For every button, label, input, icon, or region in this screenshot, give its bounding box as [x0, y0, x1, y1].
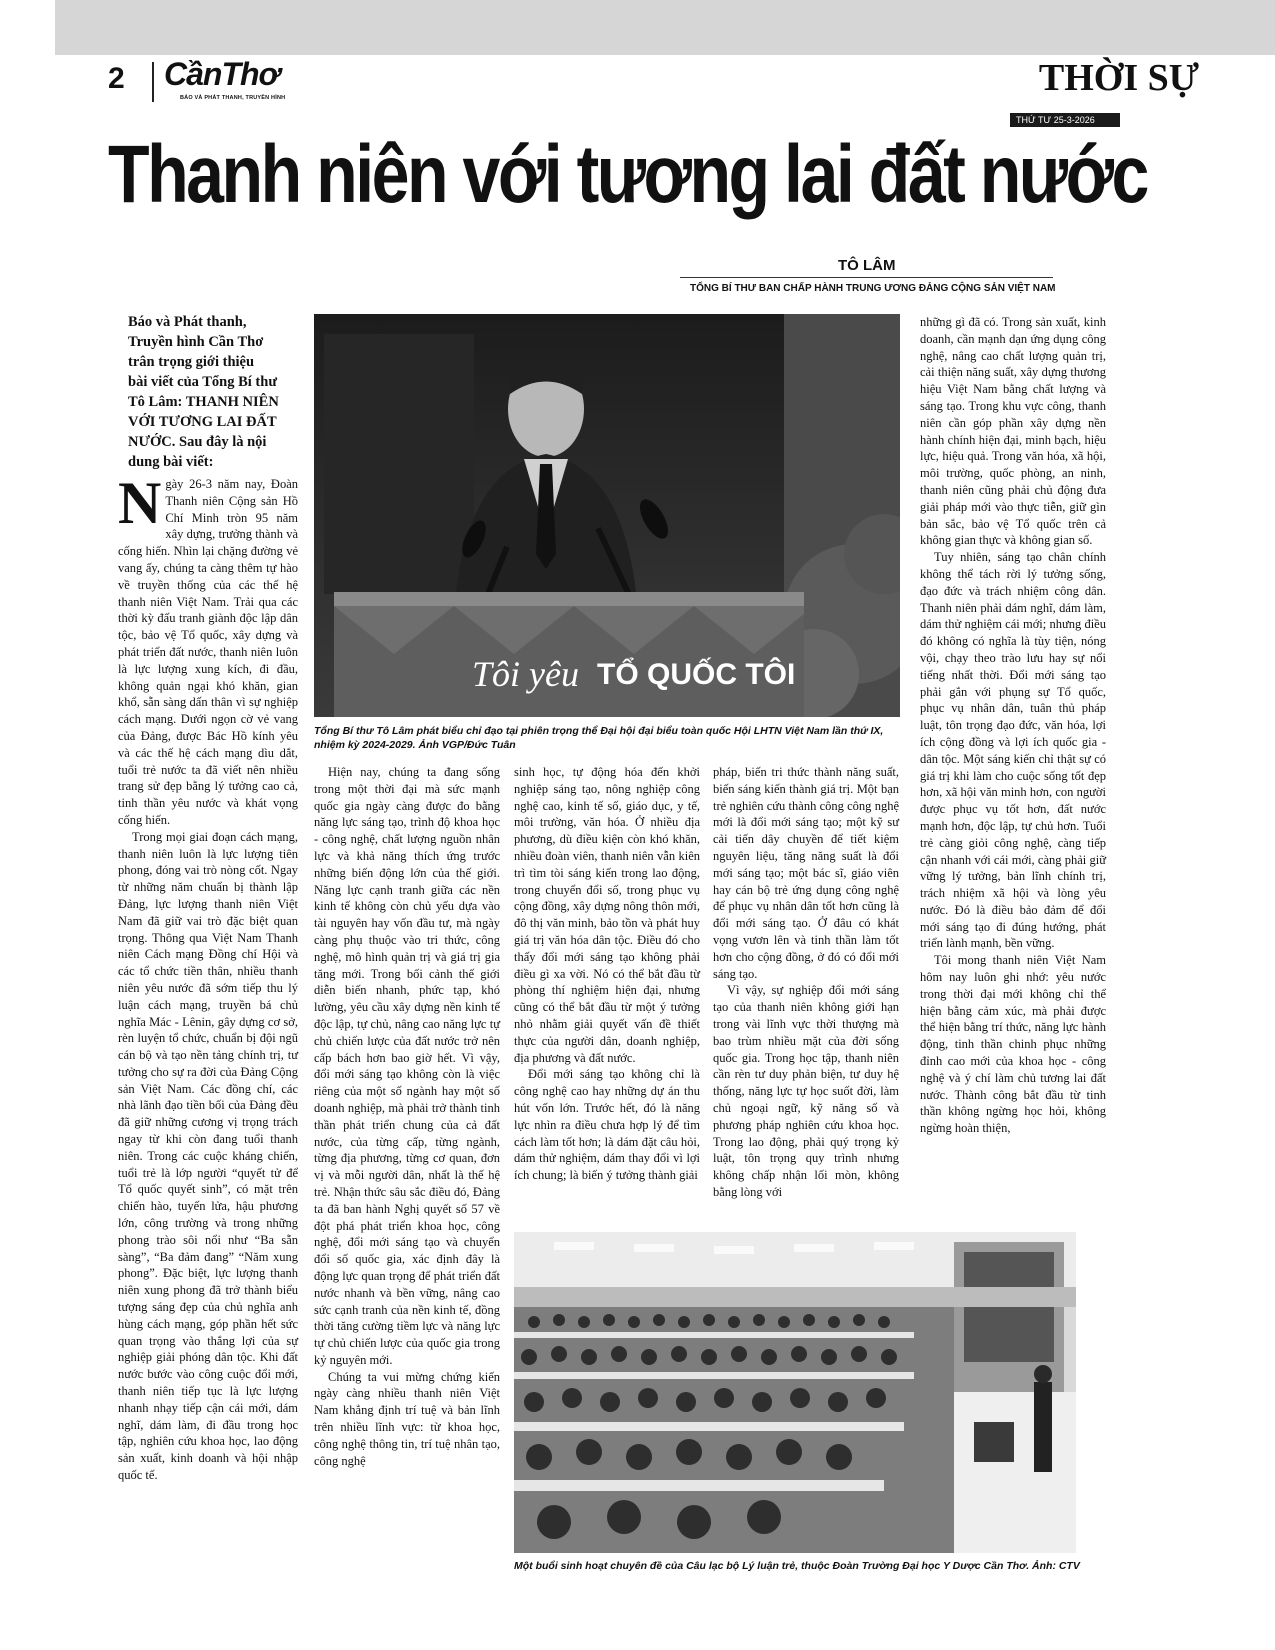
- column-3: [514, 764, 700, 1184]
- section-title: THỜI SỰ: [1038, 57, 1199, 99]
- intro-line: bài viết của Tổng Bí thư: [128, 374, 278, 390]
- article-paragraph: Trong mọi giai đoạn cách mạng, thanh niên luôn là lực lượng tiên phong, đóng vai trò nòng cốt. Ngay từ những năm chuẩn bị thành lập Đảng, lực lượng thanh niên Việt Nam đã giữ vai trò đặc biệt quan trọng. Thông qua Việt Nam Thanh niên Cách mạng Đồng chí Hội và các tổ chức tiền thân, nhiều thanh niên yêu nước đã sớm tiếp thu lý luận cách mạng, truyền bá chủ nghĩa Mác - Lênin, gây dựng cơ sở, rèn luyện tổ chức, chuẩn bị đội ngũ cán bộ và tạo nền tảng chính trị, tư tưởng cho sự ra đời của Đảng Cộng sản Việt Nam. Các đồng chí, các nhà lãnh đạo tiền bối của Đảng đều đã giữ những cương vị trọng trách ngay từ khi còn đang tuổi thanh niên. Trong các cuộc kháng chiến, tuổi trẻ là lớp người “quyết tử để Tổ quốc quyết sinh”, có mặt trên chiến hào, tuyến lửa, hậu phương lớn, công trường và trong những phong trào sôi nổi như “Ba sẵn sàng”, “Ba đảm đang” “Năm xung phong”. Đặc biệt, lực lượng thanh niên xung phong đã trở thành biểu tượng sáng đẹp của chủ nghĩa anh hùng cách mạng, góp phần hết sức quan trọng vào thắng lợi của sự nghiệp giải phóng dân tộc. Khi đất nước bước vào công cuộc đổi mới, thanh niên tiếp tục là lực lượng nhanh nhạy tiếp cận cái mới, dám nghĩ, dám làm, đi đầu trong học tập, nghiên cứu khoa học, lao động sản xuất, kinh doanh và hội nhập quốc tế.: [118, 829, 298, 1483]
- article-paragraph: Tôi mong thanh niên Việt Nam hôm nay luôn ghi nhớ: yêu nước trong thời đại mới không chỉ thể hiện bằng cảm xúc, mà phải được thể hiện bằng trí thức, năng lực hành động, tinh thần chinh phục những đỉnh cao mới của khoa học - công nghệ và ý chí làm chủ tương lai đất nước. Thành công bắt đầu từ tinh thần không ngừng học hỏi, không ngừng hoàn thiện,: [920, 953, 1106, 1136]
- author-rule: [680, 277, 1053, 278]
- article-paragraph: pháp, biến tri thức thành năng suất, biến sáng kiến thành giá trị. Một bạn trẻ nghiên cứu thành công công nghệ mới là đổi mới sáng tạo; một kỹ sư cải tiến dây chuyền để tiết kiệm nguyên liệu, tăng năng suất là đổi mới sáng tạo; một bác sĩ, giáo viên hay cán bộ trẻ ứng dụng công nghệ để phục vụ nhân dân tốt hơn cũng là đổi mới sáng tạo. Ở đâu có khát vọng vươn lên và tinh thần làm tốt hơn cho cộng đồng, ở đó có đổi mới sáng tạo.: [713, 765, 899, 981]
- drop-cap: N: [118, 470, 162, 536]
- intro-line: NƯỚC. Sau đây là nội: [128, 434, 267, 450]
- column-1: [118, 470, 298, 1484]
- intro-line: Tô Lâm: THANH NIÊN: [128, 394, 279, 410]
- photo2-caption: Một buổi sinh hoạt chuyên đề của Câu lạc bộ Lý luận trẻ, thuộc Đoàn Trường Đại học Y Dược Cần Thơ. Ảnh: CTV: [514, 1560, 1080, 1572]
- newspaper-logo-subtitle: BÁO VÀ PHÁT THANH, TRUYỀN HÌNH: [180, 95, 286, 101]
- article-paragraph: những gì đã có. Trong sản xuất, kinh doanh, cần mạnh dạn ứng dụng công nghệ, nâng cao chất lượng quản trị, cải thiện năng suất, xây dựng thương hiệu Việt Nam bằng chất lượng và sáng tạo. Trong khu vực công, thanh niên cần góp phần xây dựng nền hành chính hiện đại, minh bạch, hiệu lực, hiệu quả. Trong văn hóa, xã hội, môi trường, quốc phòng, an ninh, thanh niên cũng phải chủ động đưa giải pháp mới vào thực tiễn, giữ gìn bản sắc, bảo vệ Tổ quốc trên cả không gian thực và không gian số.: [920, 315, 1106, 548]
- newspaper-logo: CầnThơ: [164, 56, 280, 92]
- masthead-divider: [152, 62, 154, 102]
- intro-line: trân trọng giới thiệu: [128, 354, 255, 370]
- article-paragraph: Chúng ta vui mừng chứng kiến ngày càng nhiều thanh niên Việt Nam khẳng định trí tuệ và bản lĩnh trên nhiều lĩnh vực: từ khoa học, công nghệ thông tin, trí tuệ nhân tạo, công nghệ: [314, 1369, 500, 1468]
- intro-line: dung bài viết:: [128, 454, 214, 470]
- page-number: 2: [108, 62, 125, 95]
- article-paragraph: Hiện nay, chúng ta đang sống trong một thời đại mà sức mạnh quốc gia ngày càng được đo bằng năng lực sáng tạo, trình độ khoa học - công nghệ, chất lượng nguồn nhân lực và khả năng thích ứng trước những biến động lớn của thế giới. Năng lực cạnh tranh giữa các nền kinh tế không còn chủ yếu dựa vào tài nguyên hay vốn đầu tư, mà ngày càng phụ thuộc vào tri thức, công nghệ, mô hình quản trị và giá trị gia tăng mới. Trong bối cảnh thế giới diễn biến nhanh, phức tạp, khó lường, yêu cầu xây dựng nền kinh tế độc lập, tự chủ, nâng cao năng lực tự chủ chiến lược của đất nước trở nên cấp bách hơn bao giờ hết. Vì vậy, đổi mới sáng tạo không còn là việc riêng của một số ngành hay một số doanh nghiệp, mà phải trở thành tinh thần phát triển chung của cả đất nước, của từng cấp, từng ngành, từng địa phương, từng cơ quan, đơn vị và mỗi người dân, nhất là thế hệ trẻ. Nhận thức sâu sắc điều đó, Đảng ta đã ban hành Nghị quyết số 57 về đột phá phát triển khoa học, công nghệ, đổi mới sáng tạo và chuyển đổi số quốc gia, xác định đây là động lực quan trọng để phát triển đất nước nhanh và bền vững, nâng cao sức cạnh tranh của nền kinh tế, đồng thời tăng cường tiềm lực và năng lực tự chủ chiến lược của quốc gia trong kỷ nguyên mới.: [314, 765, 500, 1367]
- column-2: [314, 764, 500, 1469]
- speaker-photo-illustration: [314, 314, 900, 717]
- speaker-photo: [314, 314, 900, 717]
- paragraph-text: gày 26-3 năm nay, Đoàn Thanh niên Cộng sản Hồ Chí Minh tròn 95 năm xây dựng, trưởng thành và cống hiến. Nhìn lại chặng đường vẻ vang ấy, chúng ta càng thêm tự hào về truyền thống của các thế hệ thanh niên Việt Nam. Trải qua các thời kỳ đấu tranh giành độc lập dân tộc, bảo vệ Tổ quốc, xây dựng và phát triển đất nước, thanh niên luôn là lực lượng xung kích, đi đầu, không quản ngại khó khăn, gian khổ, sẵn sàng dấn thân vì sự nghiệp cách mạng. Dưới ngọn cờ vẻ vang của Đảng, được Bác Hồ kính yêu và các thế hệ cách mạng dìu dắt, tuổi trẻ nước ta đã viết nên nhiều trang sử đẹp bằng lý tưởng cao cả, tinh thần yêu nước và khát vọng cống hiến.: [118, 477, 298, 827]
- article-headline: Thanh niên với tương lai đất nước: [108, 129, 1147, 220]
- photo1-caption: Tổng Bí thư Tô Lâm phát biểu chỉ đạo tại phiên trọng thể Đại hội đại biểu toàn quốc Hội LHTN Việt Nam lần thứ IX, nhiệm kỳ 2024-2029. Ảnh VGP/Đức Tuân: [314, 725, 884, 751]
- column-5: [920, 314, 1106, 1137]
- column-4: [713, 764, 899, 1201]
- header-band: [55, 0, 1275, 55]
- intro-line: Báo và Phát thanh,: [128, 314, 247, 330]
- intro-line: VỚI TƯƠNG LAI ĐẤT: [128, 414, 277, 430]
- issue-date: THỨ TƯ 25-3-2026: [1010, 113, 1120, 127]
- article-paragraph: Vì vậy, sự nghiệp đổi mới sáng tạo của thanh niên không giới hạn trong vài lĩnh vực thời thượng mà bao trùm nhiều mặt của đời sống quốc gia. Trong học tập, thanh niên cần rèn tư duy phản biện, tư duy hệ thống, năng lực tự học suốt đời, làm chủ ngoại ngữ, kỹ năng số và phương pháp nghiên cứu khoa học. Trong lao động, phải quý trọng kỷ luật, tôn trọng quy trình nhưng không chấp nhận lối mòn, không bằng lòng với: [713, 983, 899, 1199]
- author-title: TỔNG BÍ THƯ BAN CHẤP HÀNH TRUNG ƯƠNG ĐẢNG CỘNG SẢN VIỆT NAM: [690, 283, 1056, 294]
- article-paragraph: Đổi mới sáng tạo không chỉ là công nghệ cao hay những dự án thu hút vốn lớn. Trước hết, đó là năng lực nhìn ra điều chưa hợp lý để tìm cách làm tốt hơn; là dám đặt câu hỏi, dám thử nghiệm, dám thay đổi vì lợi ích chung; là biến ý tưởng thành giải: [514, 1067, 700, 1183]
- intro-box: [128, 312, 296, 472]
- intro-line: Truyền hình Cần Thơ: [128, 334, 264, 350]
- backdrop-script-text: Tôi yêu: [472, 654, 579, 694]
- meeting-photo: [514, 1232, 1076, 1553]
- author-name: TÔ LÂM: [838, 257, 896, 274]
- article-paragraph: [118, 470, 298, 829]
- article-paragraph: Tuy nhiên, sáng tạo chân chính không thể tách rời lý tưởng sống, đạo đức và trách nhiệm công dân. Thanh niên phải dám nghĩ, dám làm, dám thử nghiệm cái mới; nhưng điều đó không có nghĩa là tùy tiện, nóng vội, chạy theo trào lưu hay sự nổi tiếng nhất thời. Đổi mới sáng tạo phải gắn với phụng sự Tổ quốc, phục vụ nhân dân, tuân thủ pháp luật, tôn trọng đạo đức, văn hóa, lợi ích cộng đồng và lợi ích quốc gia - dân tộc. Một sáng kiến chỉ thật sự có giá trị khi làm cho cuộc sống tốt đẹp hơn, xã hội văn minh hơn, con người được phục vụ tốt hơn, đất nước mạnh hơn, độc lập, tự chủ hơn. Tuổi trẻ càng giỏi công nghệ, càng tiếp cận nhanh với cái mới, càng phải giữ vững lý tưởng, bản lĩnh chính trị, trách nhiệm xã hội và lòng yêu nước. Đó là điều bảo đảm để đổi mới sáng tạo đi đúng hướng, phát triển lành mạnh, bền vững.: [920, 550, 1106, 951]
- article-paragraph: sinh học, tự động hóa đến khởi nghiệp sáng tạo, nông nghiệp công nghệ cao, kinh tế số, giáo dục, y tế, môi trường, văn hóa. Ở nhiều địa phương, dù điều kiện còn khó khăn, nhiều đoàn viên, thanh niên vẫn kiên trì tìm tòi sáng kiến trong lao động, trong chuyển đổi số, trong phục vụ cộng đồng, xây dựng nông thôn mới, đô thị văn minh, bảo tồn và phát huy giá trị văn hóa dân tộc. Điều đó cho thấy đổi mới sáng tạo không phải điều gì xa vời. Nó có thể bắt đầu từ phòng thí nghiệm hiện đại, nhưng cũng có thể bắt đầu từ một ý tưởng nhỏ nhằm giải quyết vấn đề thiết thực của người dân, doanh nghiệp, địa phương và đất nước.: [514, 765, 700, 1065]
- meeting-photo-illustration: [514, 1232, 1076, 1553]
- backdrop-bold-text: TỔ QUỐC TÔI: [597, 658, 796, 691]
